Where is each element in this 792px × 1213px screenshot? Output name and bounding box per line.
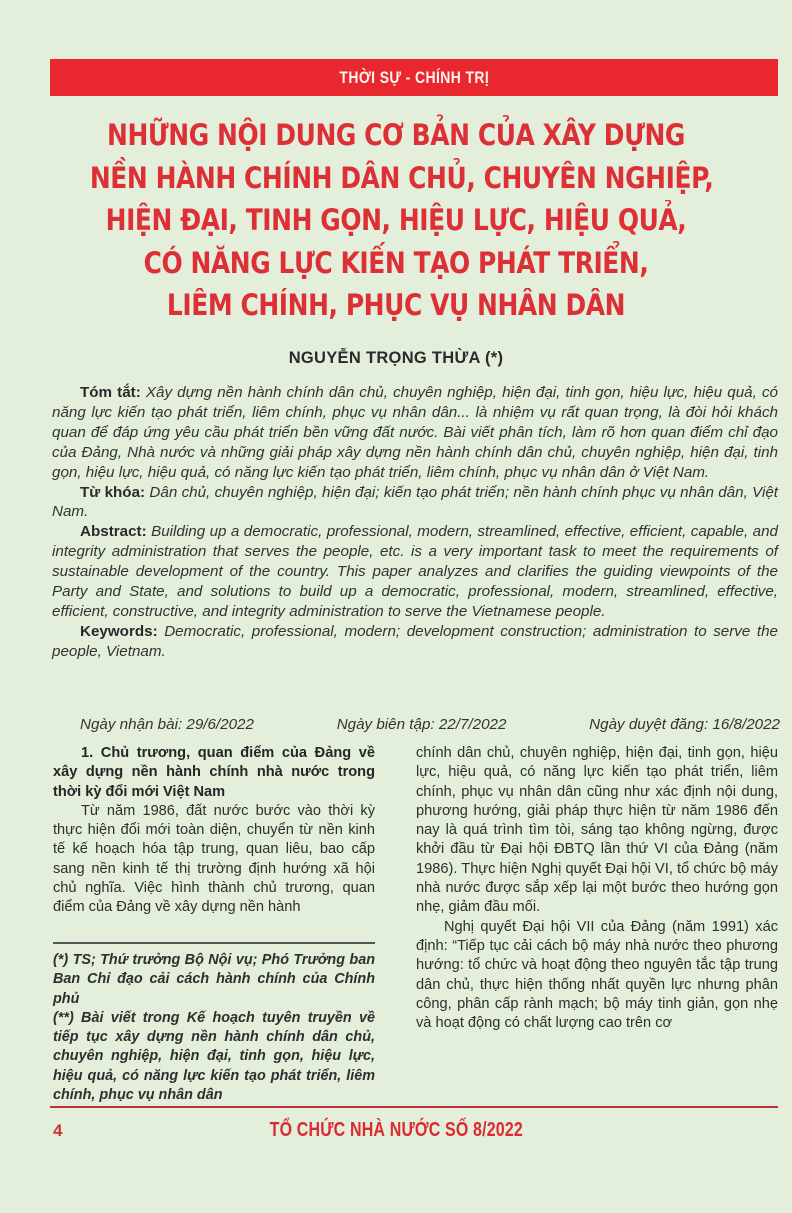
article-title	[40, 114, 752, 327]
date-edited: Ngày biên tập: 22/7/2022	[336, 716, 507, 733]
date-received: Ngày nhận bài: 29/6/2022	[80, 716, 254, 733]
title-line: LIÊM CHÍNH, PHỤC VỤ NHÂN DÂN	[166, 288, 626, 322]
footnote-divider	[53, 942, 375, 944]
footnote-article: (**) Bài viết trong Kế hoạch tuyên truyền về tiếp tục xây dựng nền hành chính dân chủ, chuyên nghiệp, hiện đại, tinh gọn, hiệu lực, hiệu quả, có năng lực kiến tạo phát triển, liêm chính, phục vụ nhân dân	[53, 1009, 375, 1104]
abstract-en-paragraph	[52, 522, 778, 622]
author-name: NGUYỄN TRỌNG THỪA (*)	[288, 349, 504, 367]
date-approved: Ngày duyệt đăng: 16/8/2022	[589, 716, 780, 733]
keywords-vi-label: Từ khóa:	[80, 483, 146, 501]
keywords-en-paragraph	[52, 622, 778, 662]
abstract-en-text: Building up a democratic, professional, modern, streamlined, effective, efficient, capable, and integrity administration that serves the people, etc. is a very important task to meet the requirements of sustainable development of the country. This paper analyzes and clarifies the guiding viewpoints of the Party and State, and solutions to build up a democratic, professional, modern, streamlined, effective, efficient, constructive, and integrity administration to serve the Vietnamese people.	[52, 523, 778, 620]
footnotes	[53, 951, 375, 1105]
abstract-block	[52, 383, 778, 662]
title-line: NHỮNG NỘI DUNG CƠ BẢN CỦA XÂY DỰNG	[107, 118, 685, 152]
title-line: NỀN HÀNH CHÍNH DÂN CHỦ, CHUYÊN NGHIỆP,	[89, 160, 714, 195]
body-paragraph: chính dân chủ, chuyên nghiệp, hiện đại, tinh gọn, hiệu lực, hiệu quả, có năng lực kiến tạo phát triển, liêm chính, phục vụ nhân dân cũng như xác định nội dung, phương hướng, giải pháp thực hiện từ năm 1986 đến nay là quá trình tìm tòi, sáng tạo không ngừng, được khởi đầu từ Đại hội ĐBTQ lần thứ VI của Đảng (năm 1986). Thực hiện Nghị quyết Đại hội VI, tổ chức bộ máy nhà nước được sắp xếp lại một bước theo hướng gọn nhẹ, giảm đầu mối.	[416, 745, 778, 916]
summary-text: Xây dựng nền hành chính dân chủ, chuyên nghiệp, hiện đại, tinh gọn, hiệu lực, hiệu quả, có năng lực kiến tạo phát triển, liêm chính, phục vụ nhân dân... là nhiệm vụ rất quan trọng, là đòi hỏi khách quan để đáp ứng yêu cầu phát triển bền vững đất nước. Bài viết phân tích, làm rõ hơn quan điểm chỉ đạo của Đảng, Nhà nước và những giải pháp xây dựng nền hành chính dân chủ, chuyên nghiệp, hiện đại, tinh gọn, hiệu lực, hiệu quả, có năng lực kiến tạo phát triển, liêm chính, phục vụ nhân dân ở Việt Nam.	[52, 384, 778, 481]
footnote-author: (*) TS; Thứ trưởng Bộ Nội vụ; Phó Trưởng ban Ban Chỉ đạo cải cách hành chính của Chính phủ	[53, 952, 375, 1007]
page-number: 4	[53, 1121, 63, 1140]
section-label: THỜI SỰ - CHÍNH TRỊ	[339, 67, 489, 87]
title-line: HIỆN ĐẠI, TINH GỌN, HIỆU LỰC, HIỆU QUẢ,	[105, 203, 687, 237]
body-paragraph: Từ năm 1986, đất nước bước vào thời kỳ thực hiện đổi mới toàn diện, chuyển từ nền kinh tế kế hoạch hóa tập trung, quan liêu, bao cấp sang nền kinh tế thị trường định hướng xã hội chủ nghĩa. Việc hình thành chủ trương, quan điểm của Đảng về xây dựng nền hành	[53, 802, 375, 916]
summary-paragraph	[52, 383, 778, 483]
article-dates	[80, 716, 780, 733]
footer-divider	[50, 1106, 778, 1108]
section-banner	[50, 59, 778, 96]
body-paragraph: Nghị quyết Đại hội VII của Đảng (năm 1991) xác định: “Tiếp tục cải cách bộ máy nhà nước theo phương hướng: tổ chức và hoạt động theo nguyên tắc tập trung dân chủ, thực hiện thống nhất quyền lực nhưng phân công, phân cấp rành mạch; bộ máy tinh giản, gọn nhẹ và hoạt động có chất lượng cao trên cơ	[416, 918, 778, 1032]
right-column	[416, 744, 778, 1033]
title-line: CÓ NĂNG LỰC KIẾN TẠO PHÁT TRIỂN,	[143, 245, 649, 280]
keywords-vi-paragraph	[52, 483, 778, 523]
publication-title: TỔ CHỨC NHÀ NƯỚC SỐ 8/2022	[269, 1119, 523, 1141]
keywords-en-label: Keywords:	[80, 622, 158, 640]
summary-label: Tóm tắt:	[80, 384, 141, 401]
keywords-en-text: Democratic, professional, modern; development construction; administration to serve the people, Vietnam.	[52, 622, 778, 660]
keywords-vi-text: Dân chủ, chuyên nghiệp, hiện đại; kiến tạo phát triển; nền hành chính phục vụ nhân dân, Việt Nam.	[52, 483, 779, 521]
publication-footer	[0, 1119, 792, 1142]
left-column	[53, 744, 375, 918]
abstract-en-label: Abstract:	[80, 523, 147, 541]
section-heading: 1. Chủ trương, quan điểm của Đảng về xây dựng nền hành chính nhà nước trong thời kỳ đổi mới Việt Nam	[53, 745, 375, 800]
